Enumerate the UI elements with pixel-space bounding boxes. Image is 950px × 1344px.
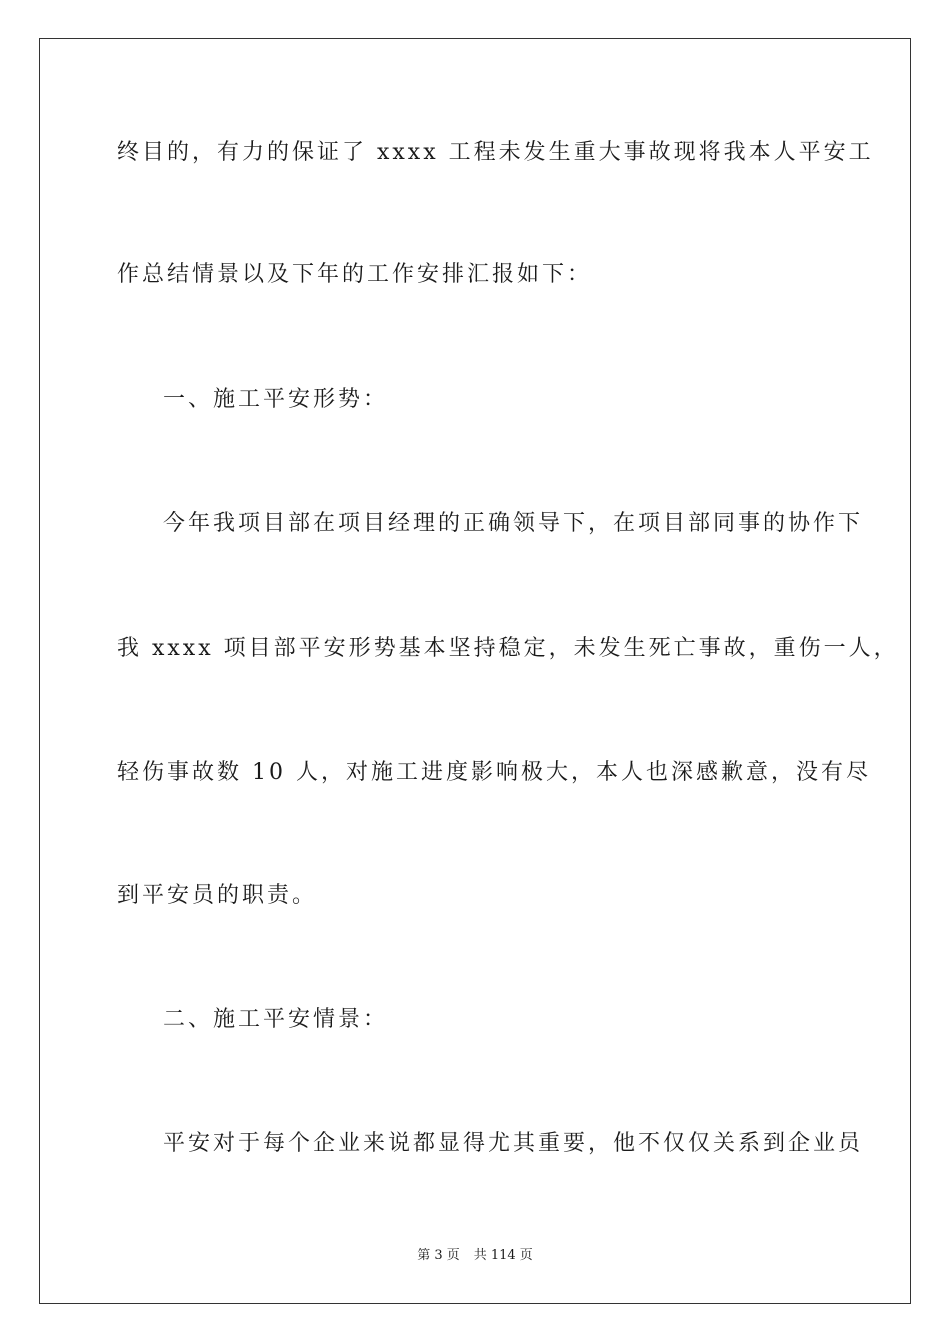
text-line: 我 xxxx 项目部平安形势基本坚持稳定，未发生死亡事故，重伤一人， xyxy=(117,636,899,661)
text-line: 终目的，有力的保证了 xxxx 工程未发生重大事故现将我本人平安工 xyxy=(117,140,874,165)
paragraph-start: 平安对于每个企业来说都显得尤其重要，他不仅仅关系到企业员 xyxy=(163,1131,864,1156)
page-footer xyxy=(0,1247,950,1265)
paragraph-start: 今年我项目部在项目经理的正确领导下，在项目部同事的协作下 xyxy=(163,511,864,536)
section-heading: 一、施工平安形势： xyxy=(163,387,389,412)
text-line: 作总结情景以及下年的工作安排汇报如下： xyxy=(117,262,593,287)
text-line: 轻伤事故数 10 人，对施工进度影响极大，本人也深感歉意，没有尽 xyxy=(117,760,871,785)
text-line: 到平安员的职责。 xyxy=(117,883,318,908)
page-number: 第 3 页 xyxy=(417,1248,460,1263)
section-heading: 二、施工平安情景： xyxy=(163,1007,389,1032)
total-pages: 共 114 页 xyxy=(473,1248,533,1263)
page-frame xyxy=(39,38,911,1304)
